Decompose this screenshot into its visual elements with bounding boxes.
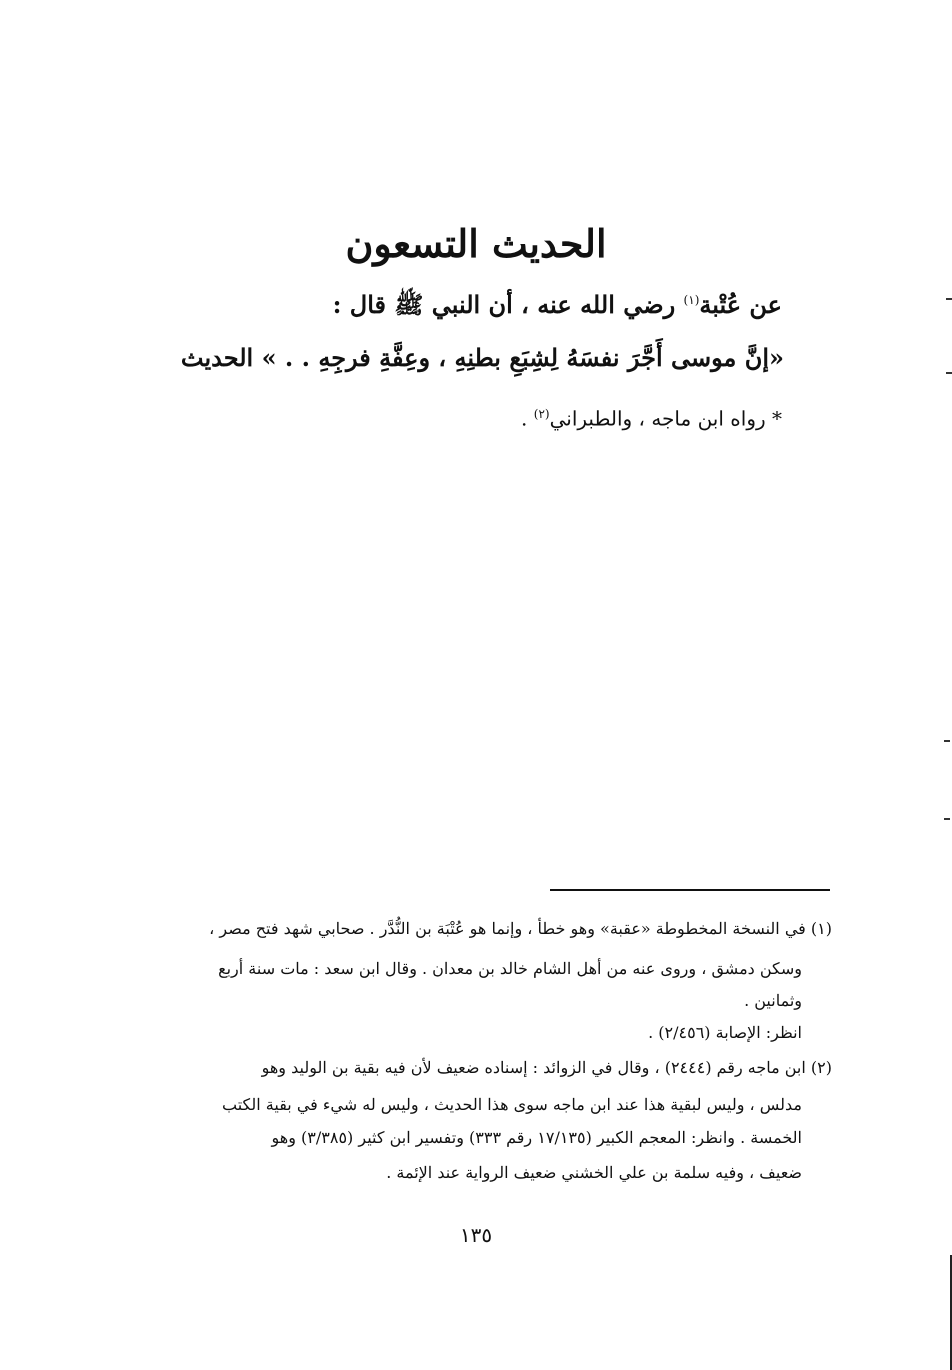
footnote-1-line-3: وثمانين .: [744, 991, 802, 1010]
scan-mark: [944, 818, 950, 820]
footnote-ref-2[interactable]: (٢): [533, 407, 550, 421]
page-number: ١٣٥: [459, 1223, 493, 1247]
chapter-title: الحديث التسعون: [345, 221, 607, 266]
footnote-1-line-4: انظر: الإصابة (٢/٤٥٦) .: [648, 1023, 802, 1042]
scan-mark: [946, 372, 952, 374]
footnote-2-line-1: (٢) ابن ماجه رقم (٢٤٤٤) ، وقال في الزوائد : إسناده ضعيف لأن فيه بقية بن الوليد وهو: [261, 1058, 832, 1077]
scan-mark: [944, 740, 950, 742]
hadith-text-line: «إنَّ موسى أَجَّرَ نفسَهُ لِشِبَعِ بطنِهِ ، وعِفَّةِ فرجِهِ . . » الحديث: [180, 343, 784, 372]
footnote-2-line-4: ضعيف ، وفيه سلمة بن علي الخشني ضعيف الرواية عند الإئمة .: [386, 1163, 802, 1182]
footnote-2-line-3: الخمسة . وانظر: المعجم الكبير (١٧/١٣٥ رقم ٣٣٣) وتفسير ابن كثير (٣/٣٨٥) وهو: [271, 1128, 802, 1147]
source-line: [202, 394, 782, 439]
footnote-1-line-2: وسكن دمشق ، وروى عنه من أهل الشام خالد بن معدان . وقال ابن سعد : مات سنة أربع: [218, 959, 802, 978]
footnote-ref-1[interactable]: (١): [683, 293, 700, 307]
hadith-intro-line: [202, 280, 782, 325]
narrator-text: عن عُتْبة: [699, 290, 782, 319]
scan-mark: [946, 298, 952, 300]
source-text: * رواه ابن ماجه ، والطبراني: [549, 406, 782, 431]
footnote-1-line-1: (١) في النسخة المخطوطة «عقبة» وهو خطأ ، وإنما هو عُتْبَة بن النُّدَّر . صحابي شهد فتح مصر ،: [209, 919, 832, 938]
footnote-divider: [550, 889, 830, 891]
source-end: .: [521, 406, 534, 431]
intro-continuation: رضي الله عنه ، أن النبي ﷺ قال :: [332, 290, 684, 319]
footnote-2-line-2: مدلس ، وليس لبقية هذا عند ابن ماجه سوى هذا الحديث ، وليس له شيء في بقية الكتب: [222, 1095, 802, 1114]
